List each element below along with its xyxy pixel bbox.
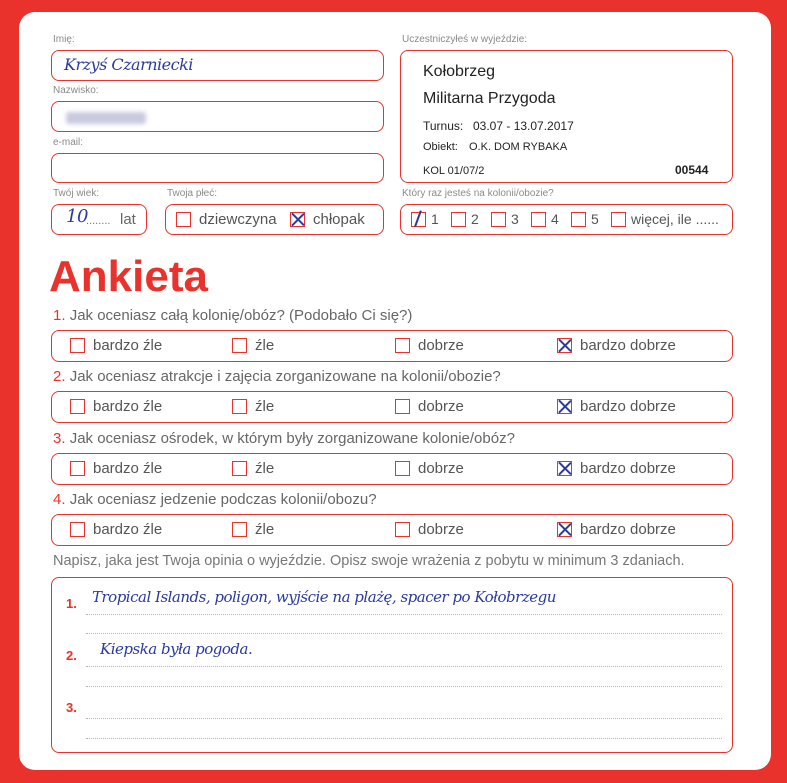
opinion-rule — [86, 633, 722, 634]
times-option-5[interactable]: 5 — [571, 210, 599, 227]
age-value: 10 — [66, 206, 88, 227]
turnus-value: 03.07 - 13.07.2017 — [473, 119, 574, 133]
opinion-rule — [86, 718, 722, 719]
times-5-checkbox[interactable] — [571, 212, 586, 227]
times-option-more[interactable]: więcej, ile ...... — [611, 210, 719, 227]
q3-option-good[interactable]: dobrze — [395, 459, 464, 477]
q2-very-bad-checkbox[interactable] — [70, 399, 85, 414]
q4-very-bad-checkbox[interactable] — [70, 522, 85, 537]
gender-option-girl[interactable]: dziewczyna — [176, 210, 277, 228]
survey-title: Ankieta — [49, 252, 208, 301]
question-1-options — [51, 330, 733, 362]
survey-sheet — [19, 12, 771, 770]
q3-good-checkbox[interactable] — [395, 461, 410, 476]
email-label: e-mail: — [53, 137, 84, 148]
opinion-line-1-number: 1. — [66, 596, 77, 611]
times-more-checkbox[interactable] — [611, 212, 626, 227]
age-label: Twój wiek: — [53, 188, 100, 199]
question-4: 4. Jak oceniasz jedzenie podczas kolonii/obozu? — [53, 491, 377, 508]
times-option-4[interactable]: 4 — [531, 210, 559, 227]
opinion-line-1-text: Tropical Islands, poligon, wyjście na plażę, spacer po Kołobrzegu — [92, 588, 556, 606]
q4-option-very-bad[interactable]: bardzo źle — [70, 520, 162, 538]
q4-good-checkbox[interactable] — [395, 522, 410, 537]
surname-field[interactable] — [51, 101, 384, 132]
obiekt-value: O.K. DOM RYBAKA — [469, 141, 568, 153]
q1-bad-checkbox[interactable] — [232, 338, 247, 353]
q2-bad-checkbox[interactable] — [232, 399, 247, 414]
trip-name: Militarna Przygoda — [423, 90, 556, 107]
opinion-line-2-number: 2. — [66, 648, 77, 663]
q3-option-very-bad[interactable]: bardzo źle — [70, 459, 162, 477]
gender-label: Twoja płeć: — [167, 188, 218, 199]
trip-code: KOL 01/07/2 — [423, 165, 485, 177]
q1-good-checkbox[interactable] — [395, 338, 410, 353]
q2-option-bad[interactable]: źle — [232, 397, 274, 415]
gender-option-boy[interactable]: chłopak — [290, 210, 365, 228]
times-3-checkbox[interactable] — [491, 212, 506, 227]
q4-bad-checkbox[interactable] — [232, 522, 247, 537]
gender-field — [165, 204, 384, 235]
gender-girl-checkbox[interactable] — [176, 212, 191, 227]
gender-boy-checkbox[interactable] — [290, 212, 305, 227]
turnus-label: Turnus: — [423, 119, 464, 133]
q2-option-very-good[interactable]: bardzo dobrze — [557, 397, 676, 415]
obiekt-label: Obiekt: — [423, 141, 458, 153]
q1-option-very-good[interactable]: bardzo dobrze — [557, 336, 676, 354]
q1-option-good[interactable]: dobrze — [395, 336, 464, 354]
trip-info-box — [400, 50, 733, 183]
opinion-rule — [86, 614, 722, 615]
name-field[interactable] — [51, 50, 384, 81]
age-field[interactable] — [51, 204, 147, 235]
question-1: 1. Jak oceniasz całą kolonię/obóz? (Podobało Ci się?) — [53, 307, 413, 324]
times-1-checkbox[interactable] — [411, 212, 426, 227]
age-unit: lat — [120, 211, 136, 228]
trip-number: 00544 — [675, 163, 709, 177]
redacted-surname — [66, 112, 146, 124]
times-4-checkbox[interactable] — [531, 212, 546, 227]
times-option-1[interactable]: 1 — [411, 210, 439, 227]
times-field — [400, 204, 733, 235]
times-option-3[interactable]: 3 — [491, 210, 519, 227]
opinion-rule — [86, 686, 722, 687]
question-2-options — [51, 391, 733, 423]
name-label: Imię: — [53, 34, 75, 45]
times-option-2[interactable]: 2 — [451, 210, 479, 227]
times-label: Który raz jesteś na kolonii/obozie? — [402, 188, 554, 199]
opinion-field[interactable] — [51, 577, 733, 753]
q1-very-good-checkbox[interactable] — [557, 338, 572, 353]
age-dots: ........ — [86, 215, 111, 227]
q2-good-checkbox[interactable] — [395, 399, 410, 414]
q4-very-good-checkbox[interactable] — [557, 522, 572, 537]
q1-option-very-bad[interactable]: bardzo źle — [70, 336, 162, 354]
q1-option-bad[interactable]: źle — [232, 336, 274, 354]
name-value: Krzyś Czarniecki — [64, 55, 193, 74]
trip-label: Uczestniczyłeś w wyjeździe: — [402, 34, 528, 45]
opinion-rule — [86, 666, 722, 667]
q3-very-bad-checkbox[interactable] — [70, 461, 85, 476]
q2-option-good[interactable]: dobrze — [395, 397, 464, 415]
times-2-checkbox[interactable] — [451, 212, 466, 227]
q3-option-very-good[interactable]: bardzo dobrze — [557, 459, 676, 477]
email-field[interactable] — [51, 153, 384, 183]
question-3-options — [51, 453, 733, 485]
surname-label: Nazwisko: — [53, 85, 99, 96]
q4-option-bad[interactable]: źle — [232, 520, 274, 538]
question-2: 2. Jak oceniasz atrakcje i zajęcia zorganizowane na kolonii/obozie? — [53, 368, 501, 385]
question-4-options — [51, 514, 733, 546]
q1-very-bad-checkbox[interactable] — [70, 338, 85, 353]
q2-option-very-bad[interactable]: bardzo źle — [70, 397, 162, 415]
opinion-prompt: Napisz, jaka jest Twoja opinia o wyjeździe. Opisz swoje wrażenia z pobytu w minimum 3 zdaniach. — [53, 553, 685, 569]
q2-very-good-checkbox[interactable] — [557, 399, 572, 414]
q3-option-bad[interactable]: źle — [232, 459, 274, 477]
question-3: 3. Jak oceniasz ośrodek, w którym były zorganizowane kolonie/obóz? — [53, 430, 515, 447]
trip-city: Kołobrzeg — [423, 63, 496, 80]
opinion-line-3-number: 3. — [66, 700, 77, 715]
opinion-line-2-text: Kiepska była pogoda. — [100, 640, 253, 658]
opinion-rule — [86, 738, 722, 739]
q4-option-good[interactable]: dobrze — [395, 520, 464, 538]
q3-very-good-checkbox[interactable] — [557, 461, 572, 476]
q4-option-very-good[interactable]: bardzo dobrze — [557, 520, 676, 538]
q3-bad-checkbox[interactable] — [232, 461, 247, 476]
